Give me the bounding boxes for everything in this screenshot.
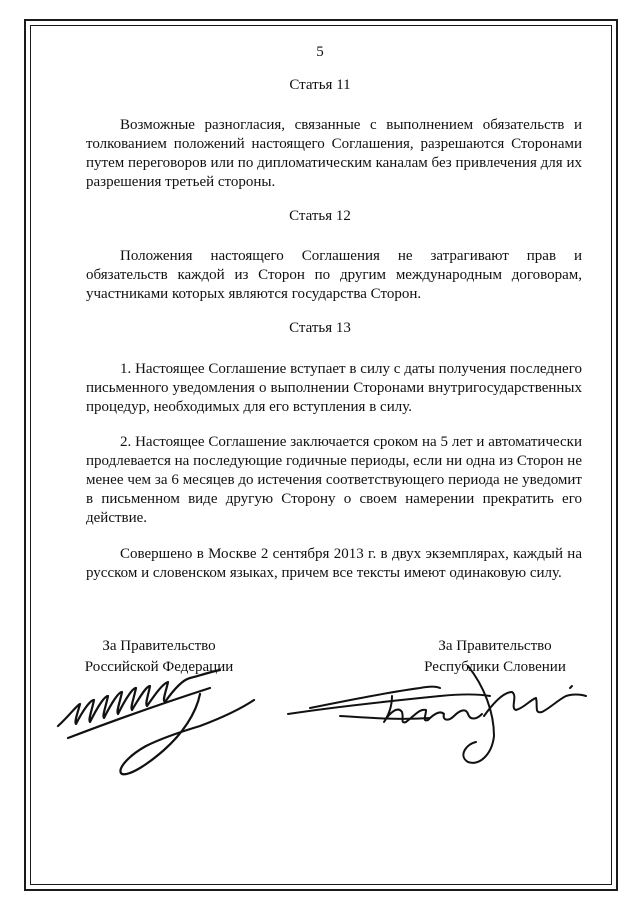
article-11-paragraph: Возможные разногласия, связанные с выполнением обязательств и толкованием положений настоящего Соглашения, разрешаются Сторонами путем переговоров или по дипломатическим каналам без привлечения для их разрешения третьей стороны.	[86, 117, 582, 190]
article-12-heading: Статья 12	[289, 208, 351, 224]
article-13-heading: Статья 13	[289, 320, 351, 336]
signature-left	[50, 660, 270, 790]
signatory-right-line1: За Правительство	[438, 638, 552, 654]
signature-right	[280, 656, 610, 786]
closing-statement: Совершено в Москве 2 сентября 2013 г. в двух экземплярах, каждый на русском и словенском языках, причем все тексты имеют одинаковую силу.	[86, 546, 582, 581]
signatory-right-line2: Республики Словении	[424, 659, 566, 675]
article-13-paragraph-2: 2. Настоящее Соглашение заключается сроком на 5 лет и автоматически продлевается на последующие годичные периоды, если ни одна из Сторон не менее чем за 6 месяцев до истечения соответствующего периода не уведомит в письменном виде другую Сторону о своем намерении прекратить его действие.	[86, 434, 582, 526]
article-12-paragraph: Положения настоящего Соглашения не затрагивают прав и обязательств каждой из Сторон по другим международным договорам, участниками которых являются государства Сторон.	[86, 248, 582, 302]
article-13-paragraph-1: 1. Настоящее Соглашение вступает в силу с даты получения последнего письменного уведомления о выполнении Сторонами внутригосударственных процедур, необходимых для его вступления в силу.	[86, 361, 582, 415]
signatory-left-line2: Российской Федерации	[84, 659, 234, 675]
article-11-heading: Статья 11	[289, 77, 351, 93]
signatory-left-line1: За Правительство	[102, 638, 216, 654]
page-number: 5	[316, 44, 324, 60]
